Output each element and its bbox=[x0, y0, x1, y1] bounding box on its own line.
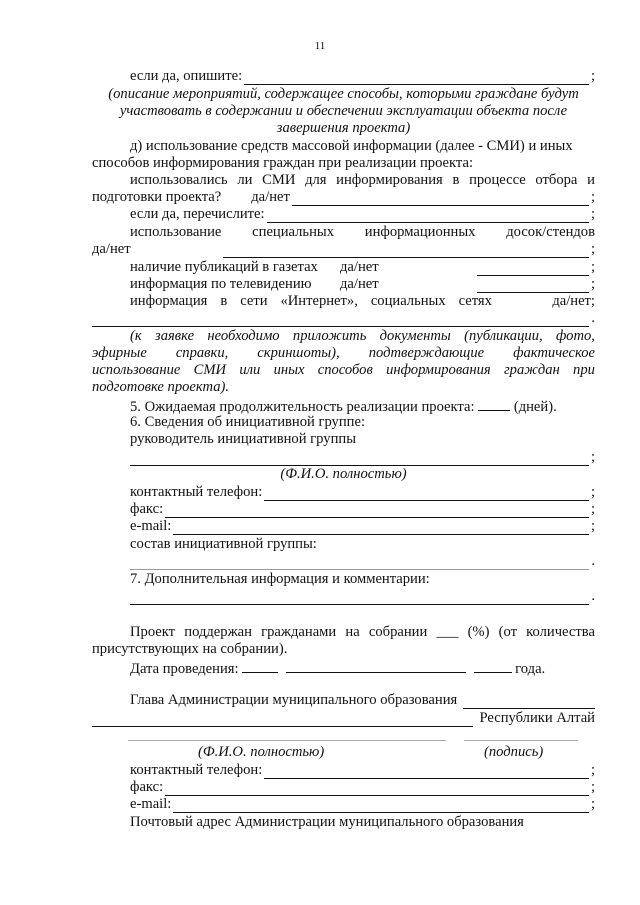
media-list-line: если да, перечислите: ; bbox=[130, 206, 595, 222]
date-year-field[interactable] bbox=[474, 659, 512, 673]
media-heading-cont: способов информирования граждан при реализации проекта: bbox=[92, 155, 474, 171]
note-line-1: (описание мероприятий, содержащее способы, которыми граждане будут bbox=[108, 86, 579, 102]
media-used-field[interactable] bbox=[292, 192, 589, 206]
describe-line: если да, опишите: ; bbox=[130, 68, 595, 84]
boards-line: использование специальных информационных досок/стендов bbox=[130, 224, 595, 240]
postal-address-label: Почтовый адрес Администрации муниципального образования bbox=[130, 814, 524, 830]
newspapers-line: наличие публикаций в газетах да/нет ; bbox=[130, 259, 595, 275]
admin-email-line: e-mail: ; bbox=[130, 796, 595, 812]
republic-line: Республики Алтай bbox=[92, 710, 595, 727]
group-leader-label: руководитель инициативной группы bbox=[130, 431, 356, 447]
admin-email-field[interactable] bbox=[173, 799, 589, 813]
group-email-field[interactable] bbox=[173, 521, 589, 535]
group-phone-line: контактный телефон: ; bbox=[130, 484, 595, 500]
attach-note-2: эфирные справки, скриншоты), подтверждающие фактическое bbox=[92, 345, 595, 361]
internet-answer: . bbox=[92, 310, 595, 327]
date-day-field[interactable] bbox=[242, 659, 278, 673]
signature-line[interactable] bbox=[464, 740, 578, 741]
section-6-heading: 6. Сведения об инициативной группе: bbox=[130, 414, 366, 430]
fio-caption: (Ф.И.О. полностью) bbox=[280, 466, 407, 482]
document-page: 11 если да, опишите: ; (описание мероприятий, содержащее способы, которыми граждане будут участвовать в содержании и обеспечении эксплуатации объекта после завершения проекта) д) использование средств массовой информации (далее - СМИ) и иных способов информирования граждан при реализации проекта: использовались ли СМИ для информирования в процессе отбора и подготовки проекта? да/нет ; если да, перечислите: ; использование специальных информационных досок/стендов да/нет ; наличие публикаций в газетах да/нет ; информация по телевидению да/нет ; информация в сети «Интернет», социальных сетях да/нет; . (к заявке необходимо приложить документы (публикации, фото, эфирные справки, скриншоты), подтверждающие фактическое использование СМИ или иных способов информирования граждан при подготовке проекта). 5. Ожидаемая продолжительность реализации проекта: (дней). 6. Сведения об инициативной группе: руководитель инициативной группы ; (Ф.И.О. полностью) контактный телефон: ; факс: ; e-mail: ; состав инициативной группы: . 7. Дополнительная информация и комментарии: . Проект поддержан гражданами на собрании ___ (%) (от количества присутствующих на собрании). Дата проведения: года. Глава Администрации муниципального образования Республики Алтай (Ф.И.О. полностью) (подпись) контактный телефон: ; факс: ; e-mail: ; Почтовый адрес Администрации муниципального образования bbox=[0, 0, 640, 905]
comments-field[interactable] bbox=[130, 591, 589, 605]
internet-field[interactable] bbox=[92, 313, 589, 327]
media-question-answer: подготовки проекта? да/нет ; bbox=[92, 189, 595, 205]
duration-field[interactable] bbox=[478, 397, 510, 411]
fio-signature-line[interactable] bbox=[128, 740, 446, 741]
group-fax-field[interactable] bbox=[165, 504, 589, 518]
group-members-label: состав инициативной группы: bbox=[130, 536, 317, 552]
newspapers-field[interactable] bbox=[477, 262, 589, 276]
support-line: Проект поддержан гражданами на собрании ___ (%) (от количества bbox=[130, 624, 595, 640]
group-members-line: . bbox=[92, 553, 595, 570]
media-heading: д) использование средств массовой информации (далее - СМИ) и иных bbox=[130, 138, 573, 154]
describe-field[interactable] bbox=[244, 71, 589, 85]
group-members-field[interactable] bbox=[130, 556, 589, 570]
group-email-line: e-mail: ; bbox=[130, 518, 595, 534]
date-month-field[interactable] bbox=[286, 659, 466, 673]
media-list-field[interactable] bbox=[267, 209, 589, 223]
attach-note-1: (к заявке необходимо приложить документы (публикации, фото, bbox=[130, 328, 595, 344]
note-line-3: завершения проекта) bbox=[276, 120, 411, 136]
group-fax-line: факс: ; bbox=[130, 501, 595, 517]
media-question: использовались ли СМИ для информирования в процессе отбора и bbox=[130, 172, 595, 188]
admin-phone-line: контактный телефон: ; bbox=[130, 762, 595, 778]
admin-fax-field[interactable] bbox=[165, 782, 589, 796]
date-line: Дата проведения: года. bbox=[130, 661, 546, 677]
boards-field[interactable] bbox=[223, 244, 589, 258]
municipality-field[interactable] bbox=[463, 695, 595, 709]
admin-phone-field[interactable] bbox=[264, 765, 589, 779]
admin-fax-line: факс: ; bbox=[130, 779, 595, 795]
boards-answer: да/нет ; bbox=[92, 241, 595, 257]
section-7-heading: 7. Дополнительная информация и комментарии: bbox=[130, 571, 430, 587]
page-number: 11 bbox=[314, 40, 326, 52]
note-line-2: участвовать в содержании и обеспечении эксплуатации объекта после bbox=[119, 103, 568, 119]
group-leader-line: ; bbox=[92, 449, 595, 466]
attach-note-3: использование СМИ или иных способов информирования граждан при bbox=[92, 362, 595, 378]
tv-line: информация по телевидению да/нет ; bbox=[130, 276, 595, 292]
comments-line: . bbox=[92, 588, 595, 605]
group-leader-field[interactable] bbox=[130, 452, 589, 466]
municipality-name-field[interactable] bbox=[92, 713, 473, 727]
group-phone-field[interactable] bbox=[264, 487, 589, 501]
attach-note-4: подготовке проекта). bbox=[92, 379, 230, 395]
support-line-cont: присутствующих на собрании). bbox=[92, 641, 288, 657]
head-admin-line: Глава Администрации муниципального образования bbox=[92, 692, 595, 709]
describe-label: если да, опишите: bbox=[130, 68, 243, 84]
tv-field[interactable] bbox=[477, 279, 589, 293]
internet-line: информация в сети «Интернет», социальных сетях да/нет; bbox=[130, 293, 595, 309]
duration-line: 5. Ожидаемая продолжительность реализации проекта: (дней). bbox=[130, 399, 557, 415]
